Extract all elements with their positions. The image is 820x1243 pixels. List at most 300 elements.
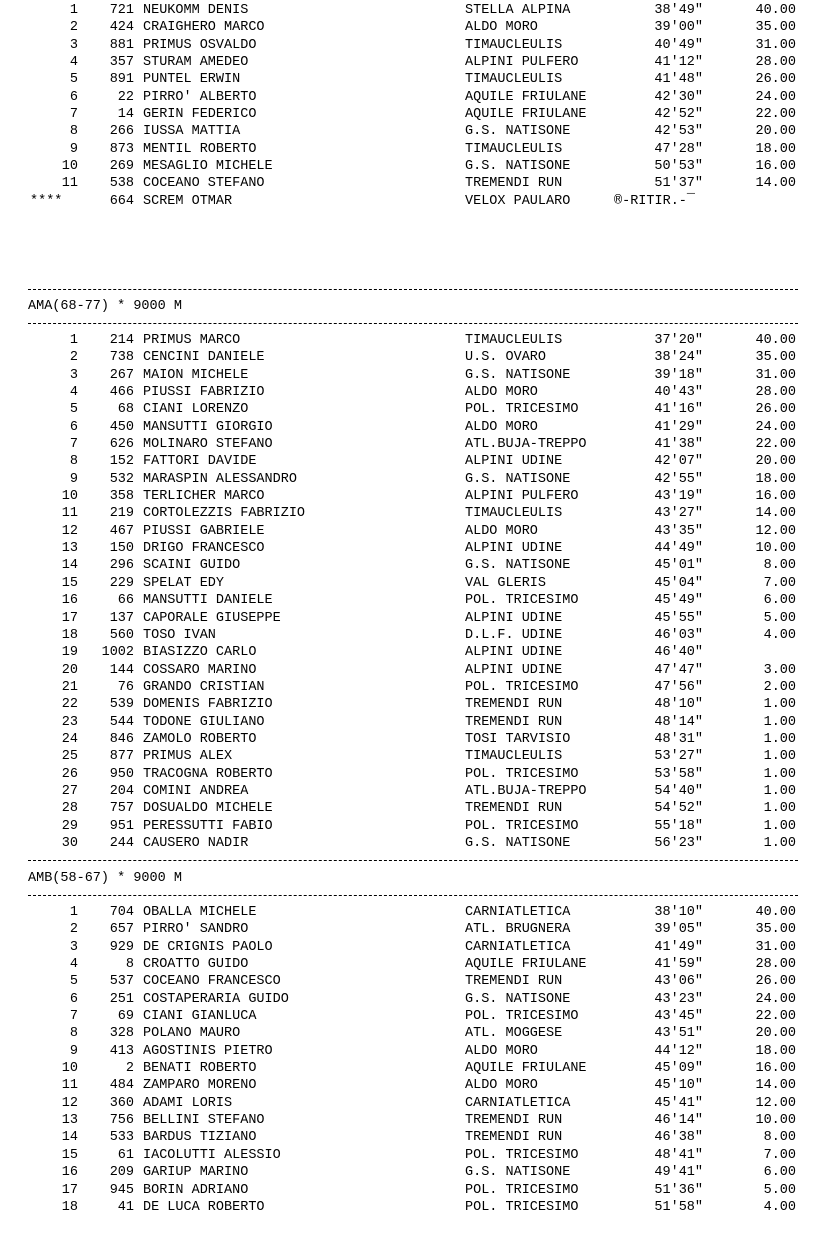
points: 40.00 bbox=[755, 3, 796, 18]
position: 17 bbox=[61, 1182, 78, 1198]
finish-time: 40'49" bbox=[654, 37, 703, 53]
result-row bbox=[0, 991, 820, 1008]
result-row bbox=[0, 158, 820, 175]
result-row bbox=[0, 766, 820, 783]
team-name: ALPINI PULFERO bbox=[465, 489, 579, 505]
position: 7 bbox=[69, 107, 78, 123]
points: 1.00 bbox=[763, 714, 796, 730]
position: 12 bbox=[61, 523, 78, 539]
points: 7.00 bbox=[763, 1147, 796, 1163]
position: 27 bbox=[61, 783, 78, 799]
finish-time: 48'10" bbox=[654, 697, 703, 713]
points: 18.00 bbox=[755, 141, 796, 157]
points: 26.00 bbox=[755, 402, 796, 418]
result-row bbox=[0, 956, 820, 973]
result-row bbox=[0, 1182, 820, 1199]
points: 1.00 bbox=[763, 818, 796, 834]
finish-time: 41'48" bbox=[654, 72, 703, 88]
athlete-name: PUNTEL ERWIN bbox=[143, 72, 241, 88]
athlete-name: BORIN ADRIANO bbox=[143, 1182, 249, 1198]
athlete-name: TOSO IVAN bbox=[143, 627, 216, 643]
position: 1 bbox=[69, 3, 78, 18]
position: 28 bbox=[61, 801, 78, 817]
team-name: AQUILE FRIULANE bbox=[465, 107, 587, 123]
finish-time: 54'40" bbox=[654, 783, 703, 799]
points: 14.00 bbox=[755, 506, 796, 522]
team-name: TREMENDI RUN bbox=[465, 1130, 563, 1146]
athlete-name: MAION MICHELE bbox=[143, 367, 249, 383]
position: 12 bbox=[61, 1095, 78, 1111]
team-name: ALDO MORO bbox=[465, 419, 538, 435]
result-row bbox=[0, 592, 820, 609]
athlete-name: BELLINI STEFANO bbox=[143, 1113, 265, 1129]
result-row bbox=[0, 419, 820, 436]
result-row bbox=[0, 731, 820, 748]
position: 13 bbox=[61, 1113, 78, 1129]
athlete-name: COCEANO FRANCESCO bbox=[143, 974, 281, 990]
position: 9 bbox=[69, 471, 78, 487]
finish-time: 47'56" bbox=[654, 679, 703, 695]
position: 11 bbox=[61, 1078, 78, 1094]
bib-number: 424 bbox=[109, 20, 134, 36]
position: 22 bbox=[61, 697, 78, 713]
points: 6.00 bbox=[763, 593, 796, 609]
bib-number: 950 bbox=[109, 766, 134, 782]
result-row bbox=[0, 1077, 820, 1094]
athlete-name: MANSUTTI GIORGIO bbox=[143, 419, 273, 435]
points: 10.00 bbox=[755, 541, 796, 557]
points: 20.00 bbox=[755, 1026, 796, 1042]
finish-time: 44'12" bbox=[654, 1043, 703, 1059]
result-row bbox=[0, 436, 820, 453]
team-name: G.S. NATISONE bbox=[465, 471, 571, 487]
finish-time: 39'18" bbox=[654, 367, 703, 383]
result-row bbox=[0, 71, 820, 88]
finish-time: 51'37" bbox=[654, 176, 703, 192]
athlete-name: SCAINI GUIDO bbox=[143, 558, 241, 574]
points: 8.00 bbox=[763, 1130, 796, 1146]
points: 5.00 bbox=[763, 610, 796, 626]
team-name: ALPINI UDINE bbox=[465, 662, 563, 678]
bib-number: 229 bbox=[109, 575, 134, 591]
result-row bbox=[0, 696, 820, 713]
separator-rule bbox=[28, 860, 798, 861]
points: 35.00 bbox=[755, 20, 796, 36]
position: 9 bbox=[69, 1043, 78, 1059]
athlete-name: DE CRIGNIS PAOLO bbox=[143, 939, 273, 955]
position: 14 bbox=[61, 1130, 78, 1146]
team-name: TREMENDI RUN bbox=[465, 714, 563, 730]
team-name: VAL GLERIS bbox=[465, 575, 547, 591]
team-name: POL. TRICESIMO bbox=[465, 1147, 579, 1163]
position: 6 bbox=[69, 89, 78, 105]
points: 40.00 bbox=[755, 905, 796, 920]
bib-number: 657 bbox=[109, 922, 134, 938]
athlete-name: DOMENIS FABRIZIO bbox=[143, 697, 273, 713]
finish-time: 47'47" bbox=[654, 662, 703, 678]
retired-bib: 664 bbox=[109, 193, 134, 209]
finish-time: 43'27" bbox=[654, 506, 703, 522]
points: 2.00 bbox=[763, 679, 796, 695]
result-row bbox=[0, 1129, 820, 1146]
athlete-name: PIRRO' ALBERTO bbox=[143, 89, 257, 105]
position: 20 bbox=[61, 662, 78, 678]
bib-number: 881 bbox=[109, 37, 134, 53]
points: 10.00 bbox=[755, 1113, 796, 1129]
team-name: TREMENDI RUN bbox=[465, 176, 563, 192]
finish-time: 43'23" bbox=[654, 991, 703, 1007]
athlete-name: CAPORALE GIUSEPPE bbox=[143, 610, 281, 626]
team-name: ALPINI UDINE bbox=[465, 541, 563, 557]
team-name: CARNIATLETICA bbox=[465, 1095, 571, 1111]
athlete-name: BIASIZZO CARLO bbox=[143, 645, 257, 661]
team-name: CARNIATLETICA bbox=[465, 905, 571, 920]
team-name: TREMENDI RUN bbox=[465, 697, 563, 713]
result-row bbox=[0, 523, 820, 540]
position: 14 bbox=[61, 558, 78, 574]
finish-time: 38'10" bbox=[654, 905, 703, 920]
result-row bbox=[0, 610, 820, 627]
finish-time: 46'03" bbox=[654, 627, 703, 643]
finish-time: 45'10" bbox=[654, 1078, 703, 1094]
results-section-top bbox=[0, 2, 820, 193]
team-name: STELLA ALPINA bbox=[465, 3, 571, 18]
result-row bbox=[0, 748, 820, 765]
points: 40.00 bbox=[755, 333, 796, 348]
result-row bbox=[0, 384, 820, 401]
result-row bbox=[0, 1164, 820, 1181]
bib-number: 251 bbox=[109, 991, 134, 1007]
position: 3 bbox=[69, 939, 78, 955]
athlete-name: PIUSSI GABRIELE bbox=[143, 523, 265, 539]
bib-number: 467 bbox=[109, 523, 134, 539]
finish-time: 53'27" bbox=[654, 749, 703, 765]
result-row bbox=[0, 921, 820, 938]
team-name: ATL. BRUGNERA bbox=[465, 922, 571, 938]
finish-time: 43'35" bbox=[654, 523, 703, 539]
result-row bbox=[0, 1043, 820, 1060]
points: 4.00 bbox=[763, 627, 796, 643]
finish-time: 45'49" bbox=[654, 593, 703, 609]
team-name: POL. TRICESIMO bbox=[465, 1009, 579, 1025]
athlete-name: DRIGO FRANCESCO bbox=[143, 541, 265, 557]
retired-position: **** bbox=[30, 193, 63, 209]
athlete-name: COSSARO MARINO bbox=[143, 662, 257, 678]
position: 18 bbox=[61, 627, 78, 643]
bib-number: 704 bbox=[109, 905, 134, 920]
result-row bbox=[0, 349, 820, 366]
result-row bbox=[0, 471, 820, 488]
bib-number: 209 bbox=[109, 1165, 134, 1181]
position: 4 bbox=[69, 55, 78, 71]
result-row bbox=[0, 505, 820, 522]
bib-number: 533 bbox=[109, 1130, 134, 1146]
points: 8.00 bbox=[763, 558, 796, 574]
points: 1.00 bbox=[763, 801, 796, 817]
finish-time: 45'04" bbox=[654, 575, 703, 591]
position: 16 bbox=[61, 1165, 78, 1181]
finish-time: 43'51" bbox=[654, 1026, 703, 1042]
athlete-name: PRIMUS OSVALDO bbox=[143, 37, 257, 53]
finish-time: 39'00" bbox=[654, 20, 703, 36]
points: 1.00 bbox=[763, 749, 796, 765]
position: 10 bbox=[61, 159, 78, 175]
points: 5.00 bbox=[763, 1182, 796, 1198]
athlete-name: MOLINARO STEFANO bbox=[143, 437, 273, 453]
team-name: D.L.F. UDINE bbox=[465, 627, 563, 643]
team-name: G.S. NATISONE bbox=[465, 1165, 571, 1181]
finish-time: 48'31" bbox=[654, 731, 703, 747]
position: 3 bbox=[69, 367, 78, 383]
finish-time: 38'49" bbox=[654, 3, 703, 18]
bib-number: 757 bbox=[109, 801, 134, 817]
team-name: ALPINI UDINE bbox=[465, 610, 563, 626]
bib-number: 738 bbox=[109, 350, 134, 366]
result-row bbox=[0, 453, 820, 470]
team-name: G.S. NATISONE bbox=[465, 367, 571, 383]
position: 21 bbox=[61, 679, 78, 695]
points: 26.00 bbox=[755, 72, 796, 88]
bib-number: 450 bbox=[109, 419, 134, 435]
points: 1.00 bbox=[763, 731, 796, 747]
points: 16.00 bbox=[755, 159, 796, 175]
team-name: POL. TRICESIMO bbox=[465, 679, 579, 695]
finish-time: 45'41" bbox=[654, 1095, 703, 1111]
finish-time: 53'58" bbox=[654, 766, 703, 782]
athlete-name: COSTAPERARIA GUIDO bbox=[143, 991, 289, 1007]
category-title-amb: AMB(58-67) * 9000 M bbox=[28, 871, 182, 886]
points: 4.00 bbox=[763, 1199, 796, 1215]
team-name: CARNIATLETICA bbox=[465, 939, 571, 955]
team-name: POL. TRICESIMO bbox=[465, 766, 579, 782]
position: 17 bbox=[61, 610, 78, 626]
bib-number: 466 bbox=[109, 385, 134, 401]
team-name: TIMAUCLEULIS bbox=[465, 333, 563, 348]
finish-time: 38'24" bbox=[654, 350, 703, 366]
team-name: TIMAUCLEULIS bbox=[465, 506, 563, 522]
finish-time: 42'30" bbox=[654, 89, 703, 105]
finish-time: 44'49" bbox=[654, 541, 703, 557]
team-name: TOSI TARVISIO bbox=[465, 731, 571, 747]
bib-number: 22 bbox=[117, 89, 134, 105]
team-name: TIMAUCLEULIS bbox=[465, 141, 563, 157]
athlete-name: SPELAT EDY bbox=[143, 575, 225, 591]
athlete-name: CAUSERO NADIR bbox=[143, 835, 249, 851]
result-row bbox=[0, 818, 820, 835]
position: 4 bbox=[69, 385, 78, 401]
athlete-name: OBALLA MICHELE bbox=[143, 905, 257, 920]
position: 19 bbox=[61, 645, 78, 661]
bib-number: 544 bbox=[109, 714, 134, 730]
athlete-name: GRANDO CRISTIAN bbox=[143, 679, 265, 695]
position: 23 bbox=[61, 714, 78, 730]
bib-number: 296 bbox=[109, 558, 134, 574]
position: 15 bbox=[61, 1147, 78, 1163]
bib-number: 626 bbox=[109, 437, 134, 453]
team-name: AQUILE FRIULANE bbox=[465, 1061, 587, 1077]
points: 7.00 bbox=[763, 575, 796, 591]
athlete-name: NEUKOMM DENIS bbox=[143, 3, 249, 18]
result-row bbox=[0, 783, 820, 800]
result-row bbox=[0, 332, 820, 349]
athlete-name: PRIMUS ALEX bbox=[143, 749, 233, 765]
team-name: G.S. NATISONE bbox=[465, 835, 571, 851]
position: 26 bbox=[61, 766, 78, 782]
separator-rule bbox=[28, 289, 798, 290]
finish-time: 43'19" bbox=[654, 489, 703, 505]
points: 28.00 bbox=[755, 385, 796, 401]
team-name: U.S. OVARO bbox=[465, 350, 547, 366]
retired-team: VELOX PAULARO bbox=[465, 193, 571, 209]
finish-time: 55'18" bbox=[654, 818, 703, 834]
bib-number: 537 bbox=[109, 974, 134, 990]
position: 10 bbox=[61, 1061, 78, 1077]
finish-time: 46'40" bbox=[654, 645, 703, 661]
points: 14.00 bbox=[755, 176, 796, 192]
finish-time: 51'36" bbox=[654, 1182, 703, 1198]
points: 16.00 bbox=[755, 1061, 796, 1077]
finish-time: 54'52" bbox=[654, 801, 703, 817]
position: 7 bbox=[69, 437, 78, 453]
bib-number: 360 bbox=[109, 1095, 134, 1111]
team-name: ALDO MORO bbox=[465, 523, 538, 539]
bib-number: 538 bbox=[109, 176, 134, 192]
result-row bbox=[0, 1008, 820, 1025]
athlete-name: MARASPIN ALESSANDRO bbox=[143, 471, 297, 487]
result-row bbox=[0, 1095, 820, 1112]
bib-number: 484 bbox=[109, 1078, 134, 1094]
bib-number: 214 bbox=[109, 333, 134, 348]
finish-time: 48'14" bbox=[654, 714, 703, 730]
team-name: ATL. MOGGESE bbox=[465, 1026, 563, 1042]
team-name: ATL.BUJA-TREPPO bbox=[465, 437, 587, 453]
bib-number: 1002 bbox=[101, 645, 134, 661]
result-row bbox=[0, 679, 820, 696]
team-name: TREMENDI RUN bbox=[465, 801, 563, 817]
bib-number: 69 bbox=[117, 1009, 134, 1025]
athlete-name: AGOSTINIS PIETRO bbox=[143, 1043, 273, 1059]
points: 35.00 bbox=[755, 350, 796, 366]
result-row bbox=[0, 488, 820, 505]
team-name: POL. TRICESIMO bbox=[465, 402, 579, 418]
points: 22.00 bbox=[755, 437, 796, 453]
team-name: ALPINI PULFERO bbox=[465, 55, 579, 71]
result-row bbox=[0, 662, 820, 679]
team-name: TIMAUCLEULIS bbox=[465, 37, 563, 53]
athlete-name: TERLICHER MARCO bbox=[143, 489, 265, 505]
position: 29 bbox=[61, 818, 78, 834]
points: 24.00 bbox=[755, 419, 796, 435]
bib-number: 152 bbox=[109, 454, 134, 470]
athlete-name: PIUSSI FABRIZIO bbox=[143, 385, 265, 401]
finish-time: 43'06" bbox=[654, 974, 703, 990]
position: 16 bbox=[61, 593, 78, 609]
result-row bbox=[0, 141, 820, 158]
athlete-name: IUSSA MATTIA bbox=[143, 124, 241, 140]
athlete-name: MENTIL ROBERTO bbox=[143, 141, 257, 157]
retired-row bbox=[0, 193, 820, 210]
finish-time: 56'23" bbox=[654, 835, 703, 851]
position: 2 bbox=[69, 20, 78, 36]
result-row bbox=[0, 800, 820, 817]
athlete-name: TODONE GIULIANO bbox=[143, 714, 265, 730]
result-row bbox=[0, 1112, 820, 1129]
points: 12.00 bbox=[755, 523, 796, 539]
results-section-amb bbox=[0, 904, 820, 1216]
result-row bbox=[0, 367, 820, 384]
position: 8 bbox=[69, 1026, 78, 1042]
points: 3.00 bbox=[763, 662, 796, 678]
result-row bbox=[0, 19, 820, 36]
athlete-name: PERESSUTTI FABIO bbox=[143, 818, 273, 834]
points: 12.00 bbox=[755, 1095, 796, 1111]
result-row bbox=[0, 1199, 820, 1216]
finish-time: 40'43" bbox=[654, 385, 703, 401]
athlete-name: TRACOGNA ROBERTO bbox=[143, 766, 273, 782]
result-row bbox=[0, 106, 820, 123]
bib-number: 929 bbox=[109, 939, 134, 955]
athlete-name: DOSUALDO MICHELE bbox=[143, 801, 273, 817]
team-name: POL. TRICESIMO bbox=[465, 1182, 579, 1198]
result-row bbox=[0, 175, 820, 192]
position: 15 bbox=[61, 575, 78, 591]
bib-number: 244 bbox=[109, 835, 134, 851]
result-row bbox=[0, 1025, 820, 1042]
team-name: POL. TRICESIMO bbox=[465, 1199, 579, 1215]
result-row bbox=[0, 644, 820, 661]
athlete-name: GARIUP MARINO bbox=[143, 1165, 249, 1181]
finish-time: 49'41" bbox=[654, 1165, 703, 1181]
bib-number: 204 bbox=[109, 783, 134, 799]
finish-time: 42'55" bbox=[654, 471, 703, 487]
finish-time: 45'01" bbox=[654, 558, 703, 574]
result-row bbox=[0, 54, 820, 71]
position: 18 bbox=[61, 1199, 78, 1215]
athlete-name: CORTOLEZZIS FABRIZIO bbox=[143, 506, 306, 522]
position: 24 bbox=[61, 731, 78, 747]
bib-number: 756 bbox=[109, 1113, 134, 1129]
points: 16.00 bbox=[755, 489, 796, 505]
athlete-name: MESAGLIO MICHELE bbox=[143, 159, 273, 175]
team-name: G.S. NATISONE bbox=[465, 558, 571, 574]
bib-number: 560 bbox=[109, 627, 134, 643]
finish-time: 41'12" bbox=[654, 55, 703, 71]
athlete-name: BENATI ROBERTO bbox=[143, 1061, 257, 1077]
points: 6.00 bbox=[763, 1165, 796, 1181]
athlete-name: DE LUCA ROBERTO bbox=[143, 1199, 265, 1215]
separator-rule bbox=[28, 323, 798, 324]
team-name: G.S. NATISONE bbox=[465, 991, 571, 1007]
category-title-ama: AMA(68-77) * 9000 M bbox=[28, 299, 182, 314]
team-name: G.S. NATISONE bbox=[465, 159, 571, 175]
athlete-name: ADAMI LORIS bbox=[143, 1095, 233, 1111]
bib-number: 873 bbox=[109, 141, 134, 157]
team-name: TIMAUCLEULIS bbox=[465, 72, 563, 88]
position: 11 bbox=[61, 506, 78, 522]
finish-time: 41'38" bbox=[654, 437, 703, 453]
position: 25 bbox=[61, 749, 78, 765]
points: 26.00 bbox=[755, 974, 796, 990]
points: 22.00 bbox=[755, 107, 796, 123]
result-row bbox=[0, 1060, 820, 1077]
finish-time: 48'41" bbox=[654, 1147, 703, 1163]
result-row bbox=[0, 557, 820, 574]
points: 20.00 bbox=[755, 124, 796, 140]
bib-number: 945 bbox=[109, 1182, 134, 1198]
points: 14.00 bbox=[755, 1078, 796, 1094]
team-name: TIMAUCLEULIS bbox=[465, 749, 563, 765]
result-row bbox=[0, 714, 820, 731]
